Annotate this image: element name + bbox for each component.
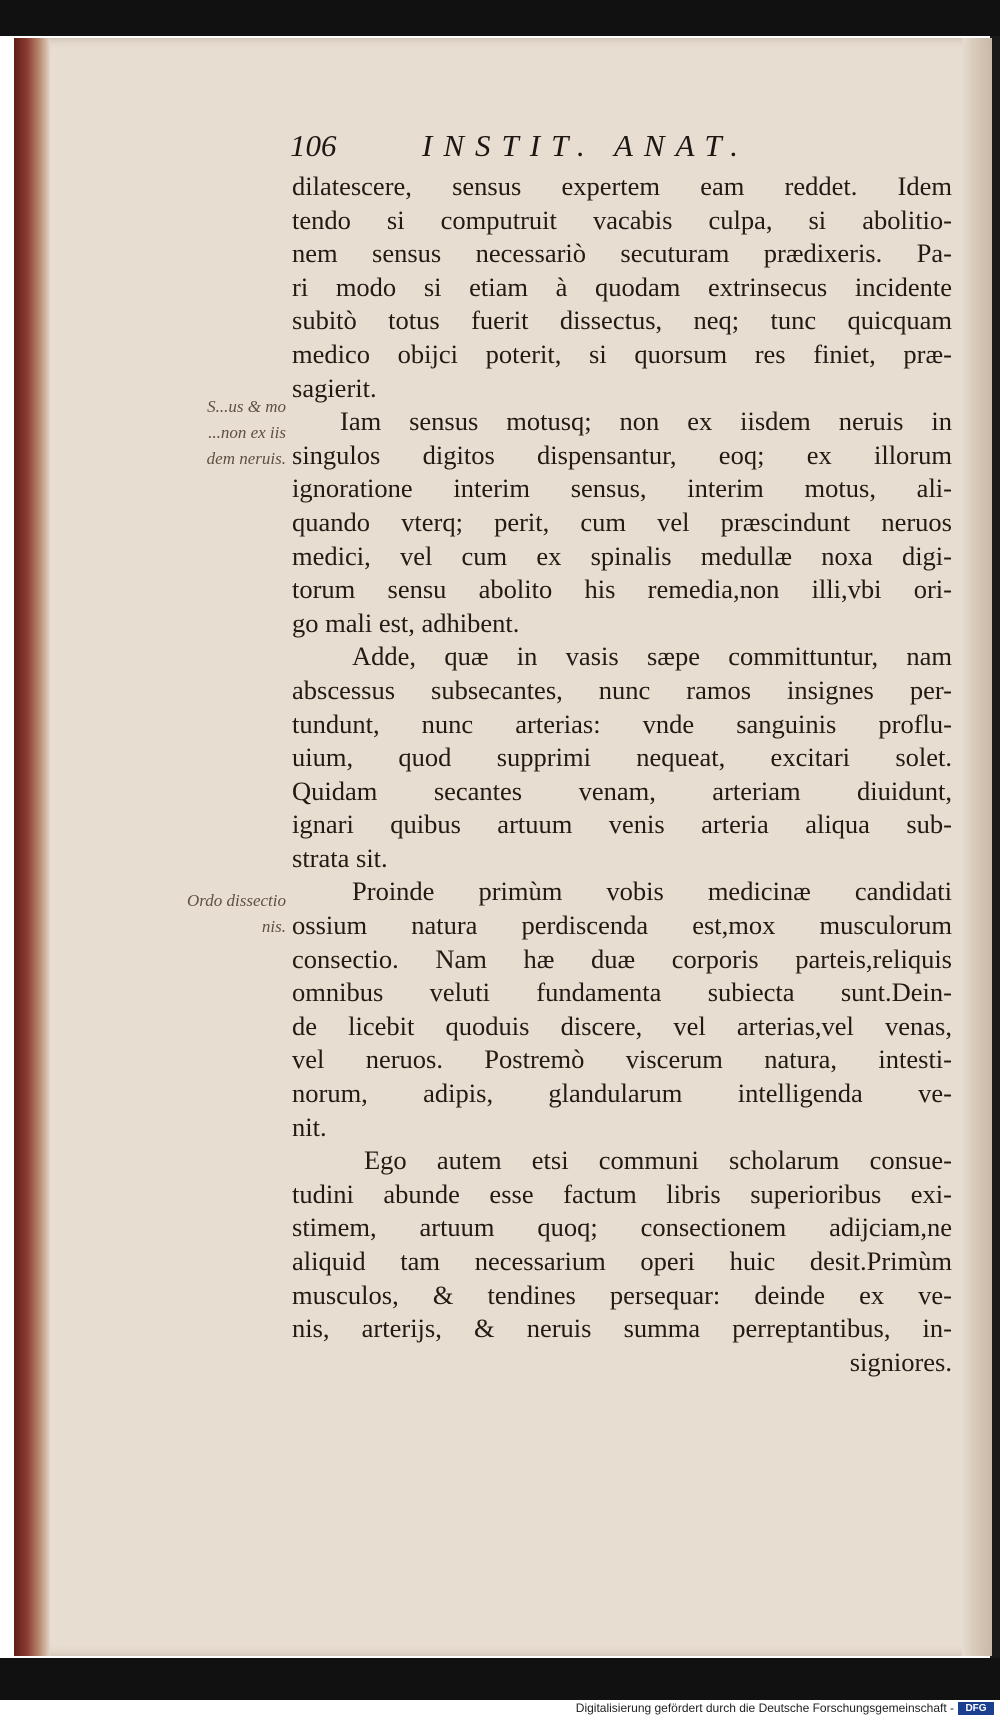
text-line: Iam sensus motusq; non ex iisdem neruis in [340, 406, 952, 437]
book-binding [14, 38, 50, 1656]
text-line: Ego autem etsi communi scholarum consue- [364, 1145, 952, 1176]
text-line: uium, quod supprimi nequeat, excitari solet. [292, 742, 952, 773]
page-number: 106 [290, 128, 337, 163]
text-line: subitò totus fuerit dissectus, neq; tunc quicquam [292, 305, 952, 336]
margin-note-sensus [136, 394, 286, 472]
text-line: vel neruos. Postremò viscerum natura, intesti- [292, 1044, 952, 1075]
text-line: sagierit. [292, 372, 377, 403]
margin-note-line: ...non ex iis [208, 423, 286, 442]
body-text [292, 170, 952, 1379]
scan-top-border [0, 0, 1000, 36]
text-line: medico obijci poterit, si quorsum res finiet, præ- [292, 338, 952, 369]
text-line: nit. [292, 1111, 327, 1142]
text-line: de licebit quoduis discere, vel arterias,vel venas, [292, 1010, 952, 1041]
text-line: ossium natura perdiscenda est,mox musculorum [292, 910, 952, 941]
margin-note-line: nis. [261, 917, 286, 936]
text-line: Quidam secantes venam, arteriam diuidunt, [292, 775, 952, 806]
text-line: torum sensu abolito his remedia,non illi,vbi ori- [292, 574, 952, 605]
page-edge [962, 38, 990, 1656]
margin-note-line: S...us & mo [207, 397, 286, 416]
text-line: signiores. [849, 1346, 952, 1377]
text-line: musculos, & tendines persequar: deinde ex ve- [292, 1279, 952, 1310]
text-line: tundunt, nunc arterias: vnde sanguinis proflu- [292, 708, 952, 739]
text-line: singulos digitos dispensantur, eoq; ex illorum [292, 439, 952, 470]
dfg-logo: DFG [958, 1702, 994, 1715]
text-line: nem sensus necessariò secuturam prædixeris. Pa- [292, 238, 952, 269]
text-line: ri modo si etiam à quodam extrinsecus incidente [292, 271, 952, 302]
running-title: INSTIT. ANAT. [422, 128, 750, 163]
text-line: consectio. Nam hæ duæ corporis parteis,reliquis [292, 943, 952, 974]
text-line: tudini abunde esse factum libris superioribus exi- [292, 1178, 952, 1209]
text-line: dilatescere, sensus expertem eam reddet. Idem [292, 171, 952, 201]
margin-note-line: Ordo dissectio [186, 891, 286, 910]
text-line: quando vterq; perit, cum vel præscindunt neruos [292, 506, 952, 537]
text-line: medici, vel cum ex spinalis medullæ noxa digi- [292, 540, 952, 571]
scan-bottom-border [0, 1658, 1000, 1700]
text-line: ignari quibus artuum venis arteria aliqua sub- [292, 809, 952, 840]
text-line: aliquid tam necessarium operi huic desit.Primùm [292, 1246, 952, 1276]
text-line: abscessus subsecantes, nunc ramos insignes per- [292, 674, 952, 705]
margin-note-line: dem neruis. [206, 449, 286, 468]
text-line: omnibus veluti fundamenta subiecta sunt.Dein- [292, 977, 952, 1008]
text-line: ignoratione interim sensus, interim motus, ali- [292, 473, 952, 504]
text-line: nis, arterijs, & neruis summa perreptantibus, in- [292, 1313, 952, 1344]
margin-note-ordo [136, 888, 286, 940]
text-line: strata sit. [292, 842, 388, 873]
digitization-credit: Digitalisierung gefördert durch die Deutsche Forschungsgemeinschaft - [575, 1701, 954, 1715]
text-line: go mali est, adhibent. [292, 607, 520, 638]
text-line: tendo si computruit vacabis culpa, si abolitio- [292, 204, 952, 235]
text-line: stimem, artuum quoq; consectionem adijciam,ne [292, 1212, 952, 1243]
text-line: Adde, quæ in vasis sæpe committuntur, nam [352, 641, 952, 672]
text-line: norum, adipis, glandularum intelligenda ve- [292, 1078, 952, 1109]
text-line: Proinde primùm vobis medicinæ candidati [352, 876, 952, 907]
